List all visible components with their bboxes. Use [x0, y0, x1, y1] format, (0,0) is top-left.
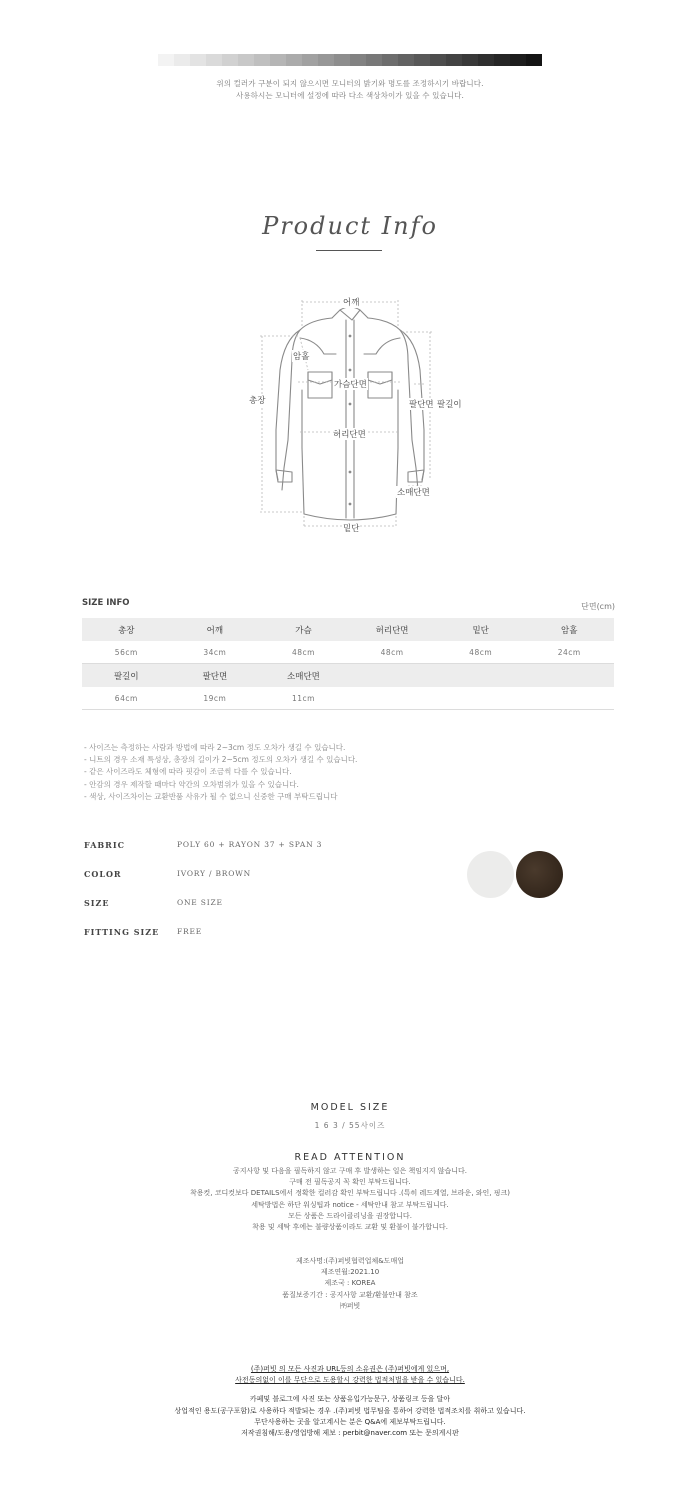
- product-info-title: Product Info: [262, 212, 438, 240]
- label-chest: 가슴단면: [334, 380, 367, 390]
- size-value-cell: 11cm: [291, 693, 315, 703]
- read-attention-title: READ ATTENTION: [294, 1152, 406, 1163]
- manufacturer-info: [0, 1256, 700, 1312]
- manufacturer-line: ㈜퍼빗: [339, 1301, 361, 1310]
- size-header-cell: 팔길이: [113, 671, 139, 682]
- label-shoulder: 어깨: [343, 298, 360, 308]
- shirt-illustration: [240, 290, 470, 540]
- size-header-cell: 총장: [118, 625, 135, 636]
- size-header-cell: 소매단면: [287, 671, 320, 682]
- manufacturer-line: 제조국 : KOREA: [324, 1279, 376, 1288]
- gradient-step: [190, 54, 206, 66]
- caution-line: - 사이즈는 측정하는 사람과 방법에 따라 2~3cm 정도 오차가 생길 수 있습니다.: [84, 743, 346, 752]
- gradient-step: [494, 54, 510, 66]
- caution-line: - 안감의 경우 제작할 때마다 약간의 오차범위가 있을 수 있습니다.: [84, 779, 299, 789]
- gradient-step: [382, 54, 398, 66]
- size-header-cell: 가슴: [295, 625, 312, 636]
- size-header-cell: 팔단면: [202, 671, 228, 682]
- color-swatch-brown: [516, 851, 563, 898]
- size-value-cell: 48cm: [380, 647, 404, 657]
- spec-key: FITTING SIZE: [84, 927, 160, 937]
- size-table-value-row: [82, 641, 614, 664]
- label-cuff: 소매단면: [397, 488, 430, 498]
- read-attention-line: 착용 및 세탁 후에는 불량상품이라도 교환 및 환불이 불가합니다.: [252, 1223, 448, 1232]
- size-value-cell: 48cm: [291, 647, 315, 657]
- size-caution-notes: [84, 742, 357, 803]
- copyright-line: 저작권침해/도용/영업방해 제보 : perbit@naver.com 또는 문의게시판: [241, 1429, 459, 1438]
- label-hem: 밑단: [343, 524, 360, 534]
- gradient-step: [510, 54, 526, 66]
- gradient-step: [398, 54, 414, 66]
- copyright-underlined-line: 사전동의없이 이를 무단으로 도용할시 강력한 법적처벌을 받을 수 있습니다.: [235, 1376, 465, 1385]
- read-attention-line: 구매 전 필독공지 꼭 확인 부탁드립니다.: [289, 1178, 411, 1187]
- read-attention-text: [0, 1166, 700, 1233]
- manufacturer-line: 제조사명:(주)퍼빗협력업체&도매업: [296, 1257, 404, 1265]
- size-table-value-row: [82, 687, 614, 710]
- gradient-step: [254, 54, 270, 66]
- size-header-cell: 밑단: [472, 625, 489, 636]
- gradient-step: [238, 54, 254, 66]
- spec-value: IVORY / BROWN: [177, 869, 252, 878]
- caution-line: - 같은 사이즈라도 체형에 따라 핏감이 조금씩 다를 수 있습니다.: [84, 767, 292, 777]
- label-armhole: 암홀: [293, 352, 310, 362]
- copyright-notice: [0, 1364, 700, 1439]
- size-header-cell: 허리단면: [375, 625, 409, 636]
- gradient-step: [318, 54, 334, 66]
- gradient-step: [430, 54, 446, 66]
- label-length: 총장: [249, 396, 266, 406]
- gradient-step: [446, 54, 462, 66]
- gradient-step: [478, 54, 494, 66]
- read-attention-line: 공지사항 및 다음을 필독하지 않고 구매 후 발생하는 일은 책임지지 않습니다.: [232, 1167, 468, 1175]
- gradient-step: [174, 54, 190, 66]
- gradient-step: [334, 54, 350, 66]
- gradient-step: [158, 54, 174, 66]
- unit-label: 단면(cm): [581, 602, 615, 611]
- gradient-step: [526, 54, 542, 66]
- gradient-step: [286, 54, 302, 66]
- copyright-line: 무단사용하는 곳을 알고계시는 분은 Q&A에 제보부탁드립니다.: [254, 1417, 446, 1426]
- gradient-step: [206, 54, 222, 66]
- measurement-diagram: [240, 290, 470, 540]
- copyright-line: 상업적인 용도(공구포함)로 사용하다 적발되는 경우 .(주)퍼빗 법무팀을 통하여 강력한 법적조치를 취하고 있습니다.: [174, 1406, 526, 1415]
- size-value-cell: 48cm: [469, 647, 493, 657]
- read-attention-line: 착용컷, 코디컷보다 DETAILS에서 정확한 컬러감 확인 부탁드립니다 .(특히 레드계열, 브라운, 와인, 핑크): [190, 1189, 510, 1198]
- read-attention-line: 모든 상품은 드라이클리닝을 권장합니다.: [288, 1211, 412, 1220]
- copyright-spacer: [0, 1386, 700, 1394]
- label-waist: 허리단면: [333, 430, 366, 440]
- size-value-cell: 56cm: [114, 647, 138, 657]
- spec-key: SIZE: [84, 898, 110, 908]
- monitor-notice-line: 위의 컬러가 구분이 되지 않으시면 모니터의 밝기와 명도를 조정하시기 바랍니다.: [216, 79, 484, 88]
- copyright-line: 카페및 블로그에 사진 또는 상품유입가능문구, 상품링크 등을 달아: [249, 1395, 451, 1404]
- manufacturer-line: 품질보증기간 : 공지사항 교환/환불안내 참조: [282, 1290, 418, 1299]
- manufacturer-line: 제조연월:2021.10: [320, 1268, 380, 1277]
- size-value-cell: 34cm: [203, 647, 227, 657]
- size-value-cell: 64cm: [114, 693, 138, 703]
- size-info-label: SIZE INFO: [82, 598, 130, 608]
- gradient-step: [222, 54, 238, 66]
- caution-line: - 색상, 사이즈차이는 교환반품 사유가 될 수 없으니 신중한 구매 부탁드립니다: [84, 791, 338, 801]
- spec-value: ONE SIZE: [177, 898, 223, 907]
- copyright-underlined-line: (주)퍼빗 의 모든 사진과 URL등의 소유권은 (주)퍼빗에게 있으며,: [250, 1365, 450, 1373]
- size-header-cell: 암홀: [561, 625, 578, 636]
- spec-value: POLY 60 + RAYON 37 + SPAN 3: [177, 840, 323, 849]
- monitor-notice-line: 사용하시는 모니터에 설정에 따라 다소 색상차이가 있을 수 있습니다.: [235, 91, 464, 100]
- size-table-header-row: [82, 618, 614, 641]
- model-size-title: MODEL SIZE: [310, 1102, 390, 1113]
- size-value-cell: 24cm: [557, 647, 581, 657]
- gradient-step: [414, 54, 430, 66]
- gradient-step: [462, 54, 478, 66]
- gradient-step: [302, 54, 318, 66]
- size-table: [82, 618, 614, 710]
- size-header-cell: 어깨: [206, 625, 224, 636]
- gradient-step: [366, 54, 382, 66]
- spec-key: FABRIC: [84, 840, 125, 850]
- gradient-step: [270, 54, 286, 66]
- title-underline: [316, 250, 382, 251]
- monitor-notice: [0, 78, 700, 102]
- spec-value: FREE: [177, 927, 203, 936]
- size-table-header-row: [82, 664, 614, 687]
- gradient-step: [350, 54, 366, 66]
- caution-line: - 니트의 경우 소재 특성상, 총장의 길이가 2~5cm 정도의 오차가 생길 수 있습니다.: [84, 755, 358, 765]
- color-calibration-bar: [158, 54, 542, 66]
- label-arm-width: 팔단면: [409, 400, 434, 410]
- spec-key: COLOR: [84, 869, 122, 879]
- size-value-cell: 19cm: [203, 693, 227, 703]
- color-swatch-ivory: [467, 851, 514, 898]
- label-sleeve-length: 팔길이: [437, 400, 462, 410]
- read-attention-line: 세탁방법은 하단 워싱팁과 notice - 세탁안내 참고 부탁드립니다.: [251, 1200, 449, 1209]
- model-size-value: 1 6 3 / 55사이즈: [314, 1121, 386, 1130]
